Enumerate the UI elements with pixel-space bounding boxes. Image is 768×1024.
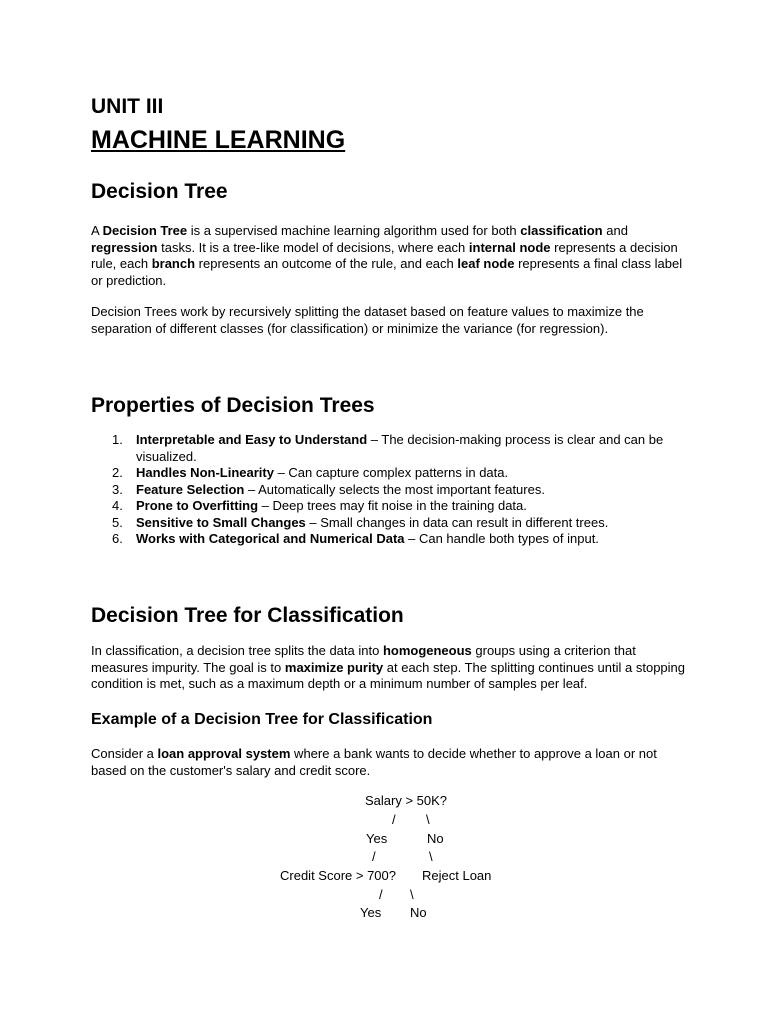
paragraph-classification xyxy=(91,643,686,693)
tree-credit-node: Credit Score > 700? xyxy=(280,868,396,883)
heading-decision-tree: Decision Tree xyxy=(91,180,228,203)
emphasized-term: loan approval system xyxy=(157,746,291,761)
emphasized-term: maximize purity xyxy=(284,659,384,675)
emphasized-term: branch xyxy=(151,256,196,271)
text-run: is a supervised machine learning algorithm used for both xyxy=(187,223,521,238)
tree-branch-right: \ xyxy=(410,887,414,902)
list-item-text: – Deep trees may fit noise in the training data. xyxy=(258,498,527,513)
list-number: 4. xyxy=(112,498,123,513)
text-run: where a bank wants to decide whether to approve a loan or not based on the customer's salary and credit score. xyxy=(91,746,657,778)
list-item-term: Feature Selection xyxy=(136,481,245,497)
list-item-term: Sensitive to Small Changes xyxy=(136,514,306,530)
list-item xyxy=(112,498,691,515)
emphasized-term: classification xyxy=(520,223,603,238)
tree-no-label: No xyxy=(410,905,427,920)
text-run: at each step. The splitting continues until a stopping condition is met, such as a maximum depth or a minimum number of samples per leaf. xyxy=(91,659,685,691)
list-item-text: – Automatically selects the most important features. xyxy=(244,481,545,497)
tree-branch-right: \ xyxy=(429,849,433,864)
heading-classification: Decision Tree for Classification xyxy=(91,604,404,627)
paragraph-definition xyxy=(91,223,686,289)
page-title: MACHINE LEARNING xyxy=(91,126,346,154)
emphasized-term: regression xyxy=(91,239,158,255)
paragraph-how-it-works: Decision Trees work by recursively splitting the dataset based on feature values to maximize the separation of different classes (for classification) or minimize the variance (for regression). xyxy=(91,304,644,336)
list-item-text: – Can handle both types of input. xyxy=(404,531,599,546)
text-run: tasks. It is a tree-like model of decisions, where each xyxy=(157,239,469,255)
list-number: 6. xyxy=(112,531,123,546)
list-item-term: Works with Categorical and Numerical Data xyxy=(136,531,405,546)
text-run: and xyxy=(602,223,628,238)
list-item-text: – Small changes in data can result in different trees. xyxy=(305,514,609,530)
tree-yes-label: Yes xyxy=(366,831,388,846)
list-item-text: – The decision-making process is clear and can be visualized. xyxy=(136,432,664,464)
list-item xyxy=(112,481,691,499)
properties-list xyxy=(91,432,691,548)
text-run: represents a final class label or prediction. xyxy=(91,256,683,288)
list-number: 3. xyxy=(112,481,123,497)
list-number: 2. xyxy=(112,465,123,480)
tree-no-label: No xyxy=(427,831,444,846)
text-run: represents an outcome of the rule, and each xyxy=(195,256,458,271)
list-item-term: Prone to Overfitting xyxy=(136,498,259,513)
tree-branch-left: / xyxy=(379,887,383,902)
list-item xyxy=(112,514,691,532)
heading-properties: Properties of Decision Trees xyxy=(91,394,375,417)
tree-reject-leaf: Reject Loan xyxy=(422,868,492,883)
list-item xyxy=(112,465,691,482)
list-number: 1. xyxy=(112,432,123,447)
list-item xyxy=(112,432,691,465)
paragraph-example xyxy=(91,746,686,779)
emphasized-term: homogeneous xyxy=(382,643,472,658)
tree-branch-right: \ xyxy=(426,812,430,827)
emphasized-term: Decision Tree xyxy=(102,223,188,238)
text-run: A xyxy=(91,223,103,238)
list-item xyxy=(112,531,691,548)
list-item-term: Interpretable and Easy to Understand xyxy=(136,432,368,447)
tree-branch-left: / xyxy=(392,812,396,827)
unit-label: UNIT III xyxy=(91,95,164,118)
text-run: In classification, a decision tree splits the data into xyxy=(91,643,383,658)
list-number: 5. xyxy=(112,514,123,530)
tree-root-node: Salary > 50K? xyxy=(365,793,448,808)
tree-yes-label: Yes xyxy=(360,905,382,920)
text-run: represents a decision rule, each xyxy=(91,239,678,271)
emphasized-term: leaf node xyxy=(457,256,515,271)
emphasized-term: internal node xyxy=(468,239,551,255)
list-item-text: – Can capture complex patterns in data. xyxy=(273,465,509,480)
text-run: groups using a criterion that measures impurity. The goal is to xyxy=(91,643,636,675)
text-run: Consider a xyxy=(91,746,158,761)
list-item-term: Handles Non-Linearity xyxy=(136,465,274,480)
tree-branch-left: / xyxy=(372,849,376,864)
subheading-example: Example of a Decision Tree for Classification xyxy=(91,711,433,728)
